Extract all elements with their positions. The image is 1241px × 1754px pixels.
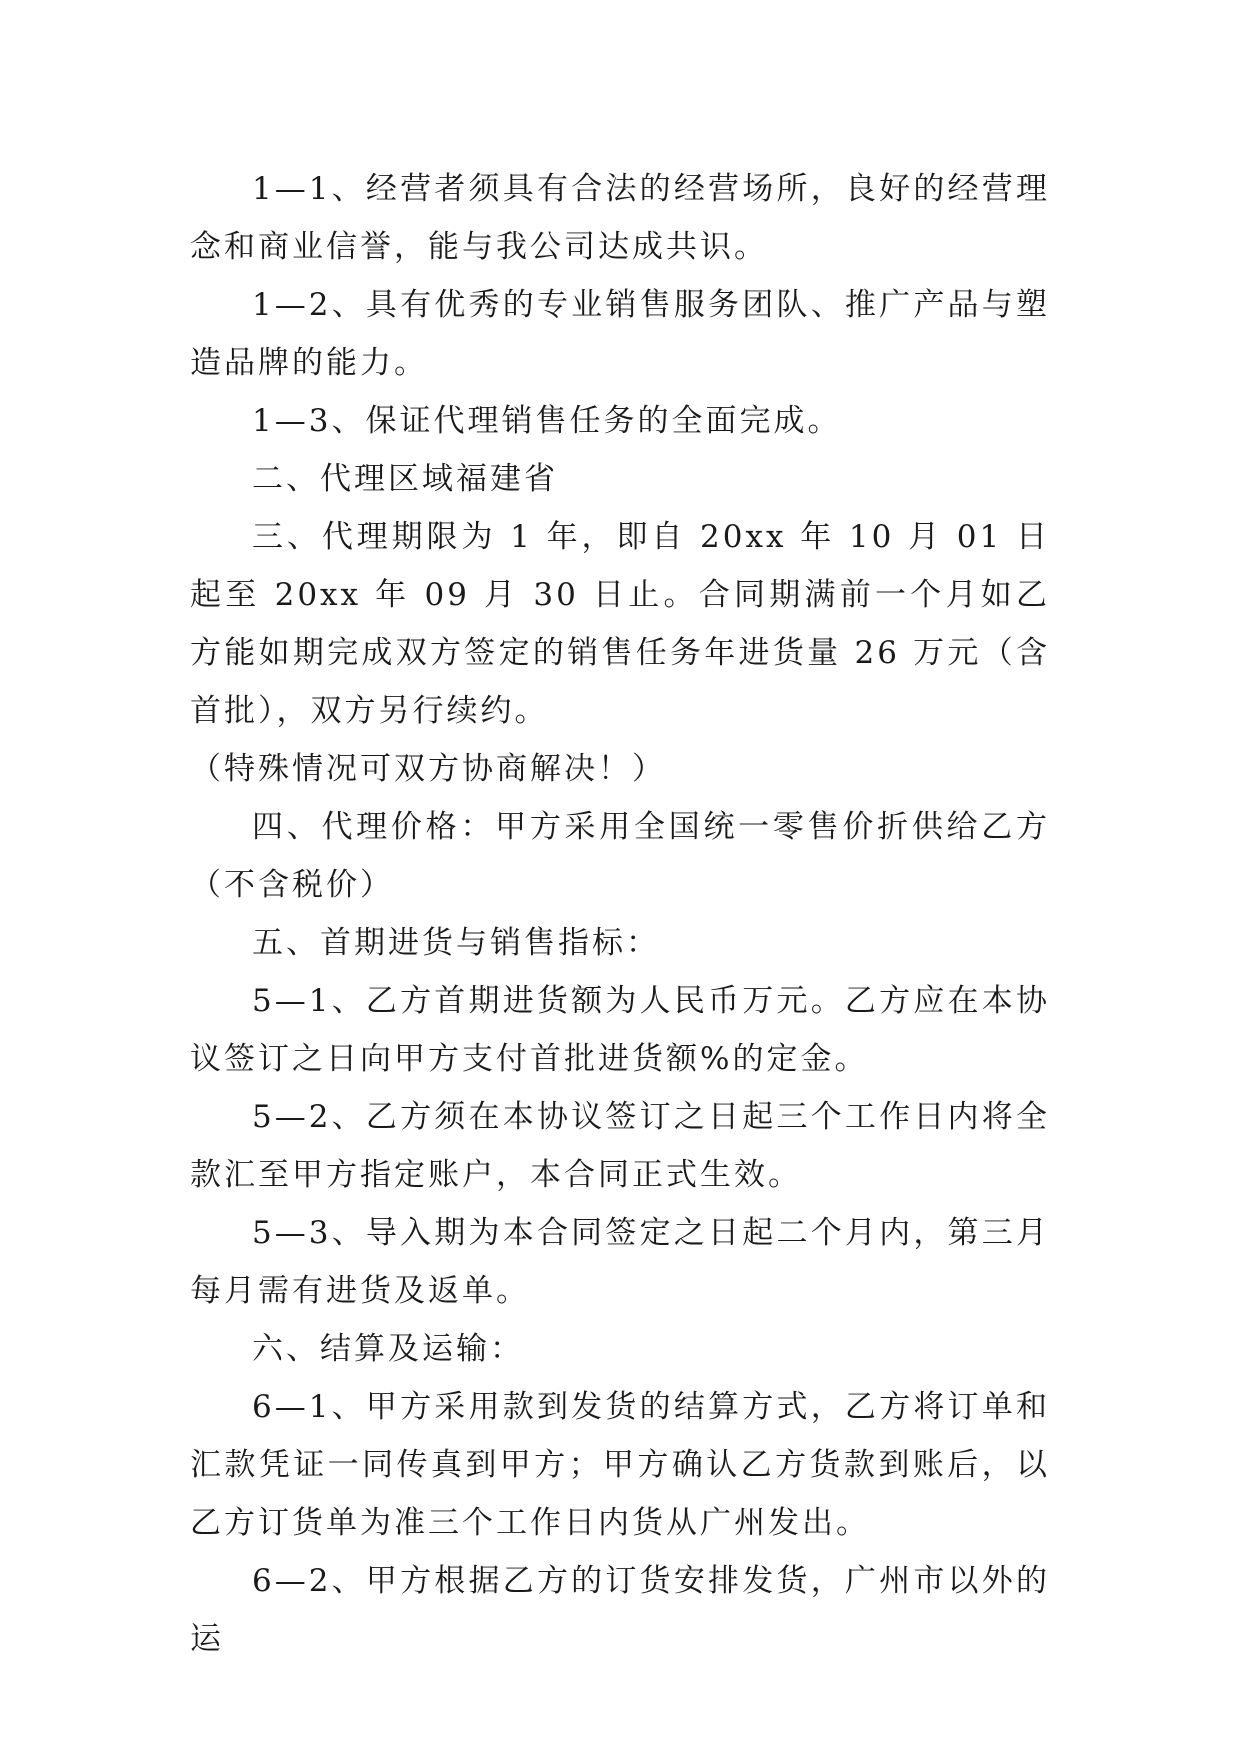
clause-1-1: 1—1、经营者须具有合法的经营场所，良好的经营理念和商业信誉，能与我公司达成共识。	[190, 171, 1050, 265]
clause-1-3: 1—3、保证代理销售任务的全面完成。	[252, 403, 842, 439]
clause-5-2: 5—2、乙方须在本协议签订之日起三个工作日内将全款汇至甲方指定账户，本合同正式生效。	[190, 1099, 1050, 1193]
section-6-heading: 六、结算及运输：	[252, 1331, 524, 1367]
section-2-agency-region: 二、代理区域福建省	[252, 461, 558, 497]
section-4-agency-price: 四、代理价格：甲方采用全国统一零售价折供给乙方（不含税价）	[190, 809, 1050, 903]
document-body	[190, 160, 1050, 1668]
section-5-heading: 五、首期进货与销售指标：	[252, 925, 660, 961]
clause-5-1: 5—1、乙方首期进货额为人民币万元。乙方应在本协议签订之日向甲方支付首批进货额%的定金。	[190, 983, 1050, 1077]
special-case-note: （特殊情况可双方协商解决！）	[190, 751, 666, 787]
clause-5-3: 5—3、导入期为本合同签定之日起二个月内，第三月每月需有进货及返单。	[190, 1215, 1050, 1309]
clause-6-2: 6—2、甲方根据乙方的订货安排发货，广州市以外的运	[190, 1563, 1050, 1657]
clause-6-1: 6—1、甲方采用款到发货的结算方式，乙方将订单和汇款凭证一同传真到甲方；甲方确认乙方货款到账后，以乙方订货单为准三个工作日内货从广州发出。	[190, 1389, 1050, 1541]
section-3-agency-term: 三、代理期限为 1 年，即自 20xx 年 10 月 01 日起至 20xx 年 09 月 30 日止。合同期满前一个月如乙方能如期完成双方签定的销售任务年进货量 26 万元（含首批），双方另行续约。	[190, 519, 1050, 729]
clause-1-2: 1—2、具有优秀的专业销售服务团队、推广产品与塑造品牌的能力。	[190, 287, 1050, 381]
